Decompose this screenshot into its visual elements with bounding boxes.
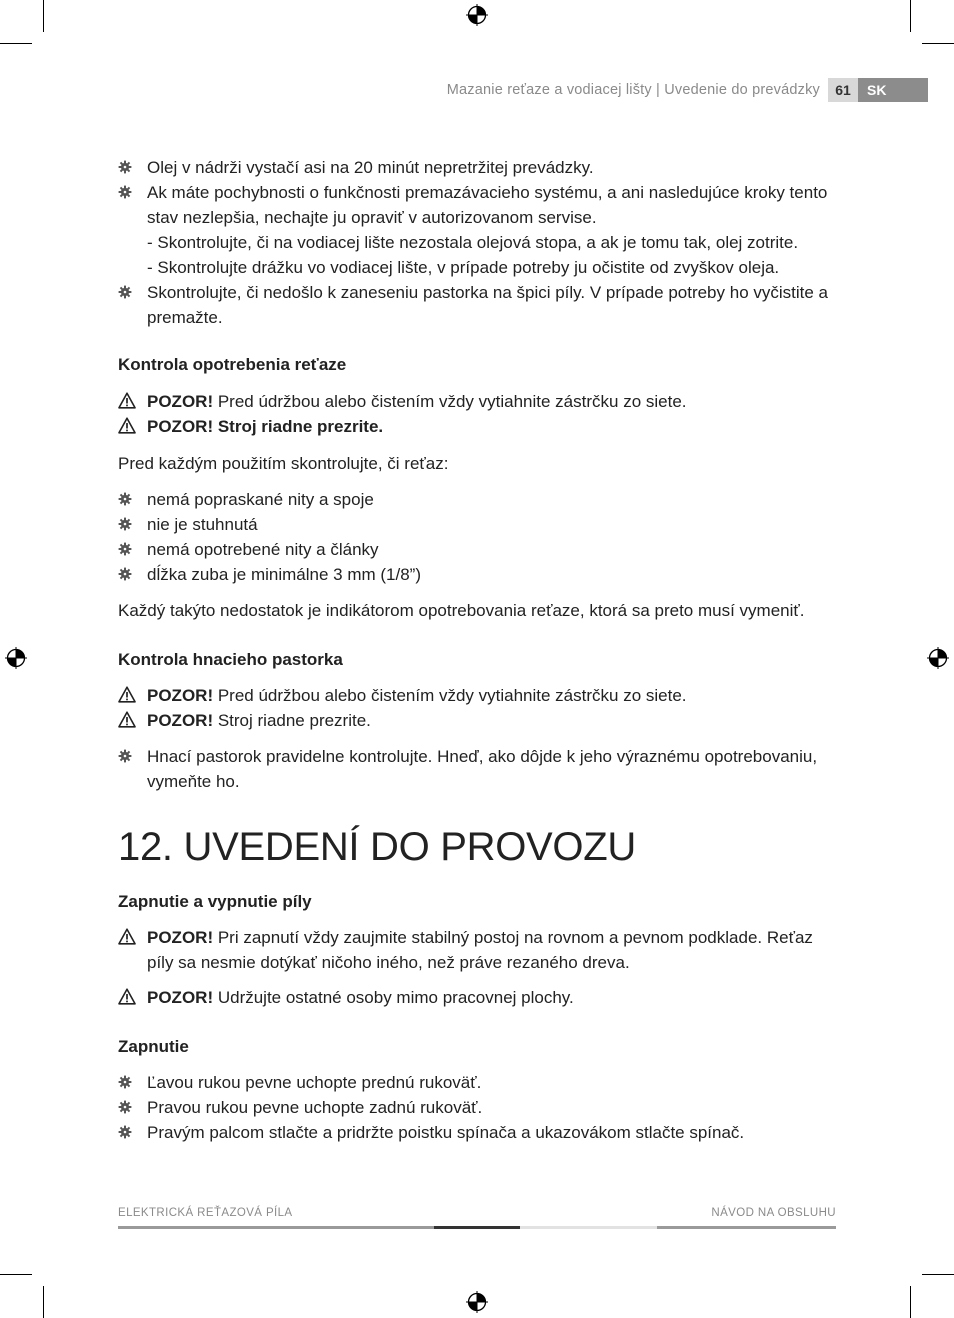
bullet-text: Ak máte pochybnosti o funkčnosti premazávacieho systému, a ani nasledujúce kroky tento stav nezlepšia, nechajte ju opraviť v autorizovanom servise. [147,183,828,227]
crop-mark [910,1286,911,1318]
warning-item [118,925,838,975]
gear-bullet-icon [118,160,132,174]
header-section-title: Mazanie reťaze a vodiacej lišty | Uvedenie do prevádzky [446,82,820,98]
gear-bullet-icon [118,1075,132,1089]
bullet-text: Ľavou rukou pevne uchopte prednú rukoväť. [147,1073,482,1092]
bullet-item [118,1070,838,1095]
warning-label: POZOR! [147,928,214,947]
crop-mark [43,0,44,32]
chapter-title: 12. UVEDENÍ DO PROVOZU [118,825,636,869]
bullet-item [118,180,838,230]
warning-triangle-icon [118,711,136,728]
bullet-item [118,537,838,562]
footer-rule [434,1226,520,1229]
bullet-text: Olej v nádrži vystačí asi na 20 minút nepretržitej prevádzky. [147,158,594,177]
warning-label: POZOR! [147,686,214,705]
gear-bullet-icon [118,492,132,506]
crop-mark [922,1274,954,1275]
gear-bullet-icon [118,285,132,299]
gear-bullet-icon [118,185,132,199]
language-badge: SK [858,78,928,102]
bullet-item [118,512,838,537]
bullet-item [118,1120,838,1145]
bullet-item [118,562,838,587]
bullet-text: nemá popraskané nity a spoje [147,490,374,509]
bullet-text: dĺžka zuba je minimálne 3 mm (1/8”) [147,565,421,584]
page-number: 61 [828,78,858,102]
bullet-text: Pravou rukou pevne uchopte zadnú rukoväť. [147,1098,483,1117]
registration-mark-icon [5,647,27,669]
paragraph: Pred každým použitím skontrolujte, či reťaz: [118,454,449,473]
gear-bullet-icon [118,542,132,556]
warning-triangle-icon [118,417,136,434]
bullet-text: nemá opotrebené nity a články [147,540,379,559]
checklist [118,487,838,587]
warning-triangle-icon [118,686,136,703]
crop-mark [0,43,32,44]
checklist [118,1070,838,1145]
warning-item [118,414,838,439]
footer-rule [657,1226,836,1229]
warning-triangle-icon [118,928,136,945]
gear-bullet-icon [118,1125,132,1139]
paragraph: Každý takýto nedostatok je indikátorom opotrebovania reťaze, ktorá sa preto musí vymeniť. [118,601,805,620]
crop-mark [922,43,954,44]
warning-triangle-icon [118,988,136,1005]
bullet-item [118,1095,838,1120]
gear-bullet-icon [118,567,132,581]
warning-item [118,389,838,414]
crop-mark [0,1274,32,1275]
crop-mark [43,1286,44,1318]
warning-item [118,683,838,708]
registration-mark-icon [466,1291,488,1313]
registration-mark-icon [927,647,949,669]
warning-text: Pred údržbou alebo čistením vždy vytiahnite zástrčku zo siete. [213,686,687,705]
warning-text: Pri zapnutí vždy zaujmite stabilný postoj na rovnom a pevnom podklade. Reťaz píly sa nesmie dotýkať ničoho iného, než práve rezaného dreva. [147,928,813,972]
warning-label: POZOR! Stroj riadne prezrite. [147,417,384,436]
bullet-item [118,155,838,180]
bullet-text: Skontrolujte, či nedošlo k zaneseniu pastorka na špici píly. V prípade potreby ho vyčistite a premažte. [147,283,829,327]
page-content [118,155,838,1145]
section-heading: Zapnutie [118,1037,189,1056]
footer-rule [520,1226,657,1229]
footer-product-name: ELEKTRICKÁ REŤAZOVÁ PÍLA [118,1207,293,1219]
sub-item: - Skontrolujte, či na vodiacej lište nezostala olejová stopa, a ak je tomu tak, olej zotrite. [147,233,799,252]
crop-mark [910,0,911,32]
section-heading: Kontrola opotrebenia reťaze [118,355,347,374]
bullet-text: Pravým palcom stlačte a pridržte poistku spínača a ukazovákom stlačte spínač. [147,1123,745,1142]
bullet-item [118,744,838,794]
bullet-text: Hnací pastorok pravidelne kontrolujte. Hneď, ako dôjde k jeho výraznému opotrebovaniu, vymeňte ho. [147,747,818,791]
warning-text: Pred údržbou alebo čistením vždy vytiahnite zástrčku zo siete. [213,392,687,411]
section-heading: Zapnutie a vypnutie píly [118,892,312,911]
warning-label: POZOR! [147,392,214,411]
gear-bullet-icon [118,749,132,763]
section-heading: Kontrola hnacieho pastorka [118,650,343,669]
warning-text: Stroj riadne prezrite. [213,711,371,730]
footer-document-type: NÁVOD NA OBSLUHU [711,1207,836,1219]
warning-triangle-icon [118,392,136,409]
sub-item: - Skontrolujte drážku vo vodiacej lište, v prípade potreby ju očistite od zvyškov oleja. [147,258,780,277]
bullet-item [118,487,838,512]
gear-bullet-icon [118,517,132,531]
warning-label: POZOR! [147,711,214,730]
warning-text: Udržujte ostatné osoby mimo pracovnej plochy. [213,988,574,1007]
warning-item [118,985,838,1010]
warning-label: POZOR! [147,988,214,1007]
bullet-item [118,280,838,330]
registration-mark-icon [466,4,488,26]
bullet-text: nie je stuhnutá [147,515,258,534]
gear-bullet-icon [118,1100,132,1114]
warning-item [118,708,838,733]
footer-rule [118,1226,434,1229]
